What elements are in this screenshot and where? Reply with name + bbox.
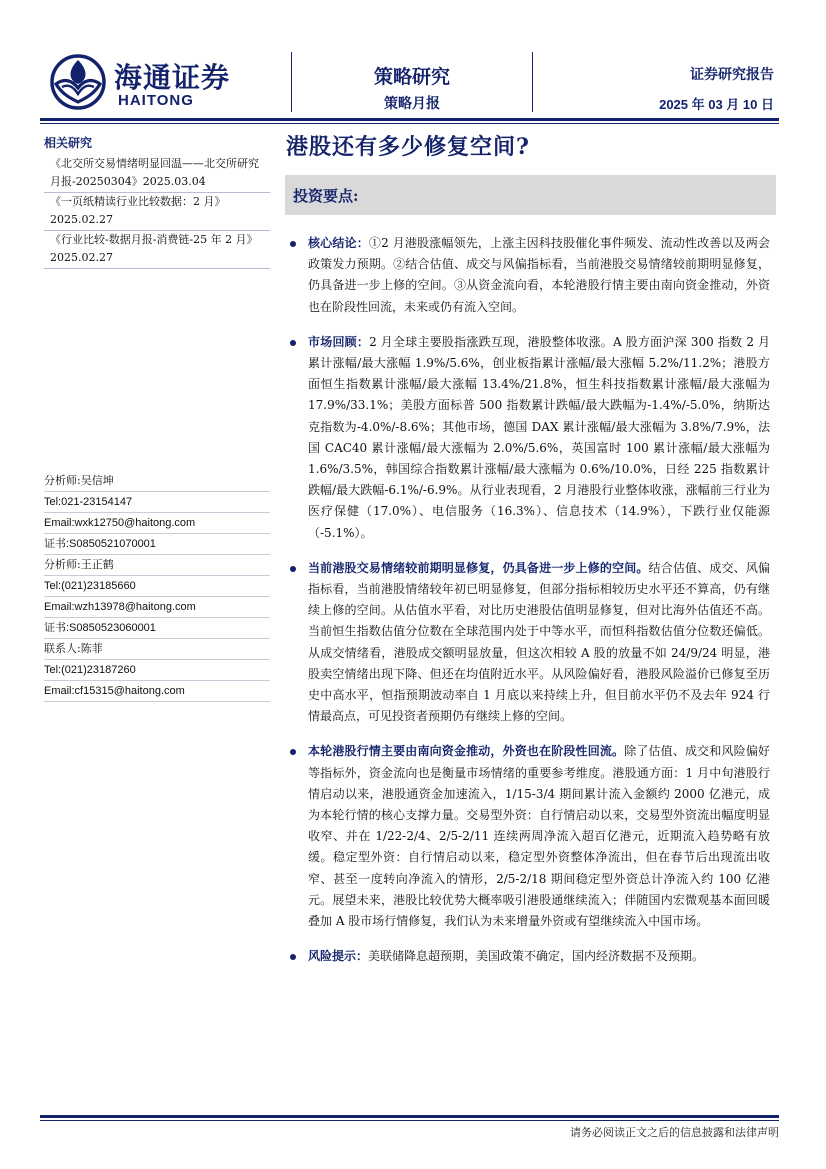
header-divider (532, 52, 533, 112)
header-rule-thin (40, 123, 779, 124)
key-point-lead: 市场回顾： (308, 334, 370, 349)
key-point-lead: 当前港股交易情绪较前期明显修复，仍具备进一步上修的空间。 (308, 560, 649, 575)
analyst-name: 分析师:吴信坤 (44, 471, 270, 492)
header-rule (40, 118, 779, 121)
haitong-logo (50, 54, 250, 110)
related-report-link[interactable]: 《行业比较-数据月报-消费链-25 年 2 月》2025.02.27 (44, 231, 270, 269)
footer-rule (40, 1115, 779, 1118)
haitong-emblem-icon (50, 54, 106, 110)
analyst-contacts (44, 471, 270, 702)
related-research (44, 134, 270, 269)
related-report-link[interactable]: 《北交所交易情绪明显回温——北交所研究月报-20250304》2025.03.04 (44, 155, 270, 193)
key-point-text: 除了估值、成交和风险偏好等指标外，资金流向也是衡量市场情绪的重要参考维度。港股通方面：1 月中旬港股行情启动以来，港股通资金加速流入，1/15-3/4 期间累计流入金额约 2000 亿港元，成为本轮行情的核心支撑力量。交易型外资：自行情启动以来，交易型外资流出幅度明显收窄、并在 1/22-2/4、2/5-2/11 连续两周净流入超百亿港元，近期流入趋势略有放缓。稳定型外资：自行情启动以来，稳定型外资整体净流出，但在春节后出现流出收窄、甚至一度转向净流入的情形，2/5-2/18 期间稳定型外资总计净流入约 100 亿港元。展望未来，港股比较优势大概率吸引港股通继续流入；伴随国内宏微观基本面回暖叠加 A 股市场行情修复，我们认为未来增量外资或有望继续流入中国市场。 (308, 744, 770, 929)
key-point-fund-flow (290, 741, 770, 932)
section-title: 投资要点: (293, 187, 359, 205)
contact-email[interactable]: Email:cf15315@haitong.com (44, 681, 270, 702)
key-point-lead: 本轮港股行情主要由南向资金推动，外资也在阶段性回流。 (308, 744, 625, 759)
analyst-certificate: 证书:S0850523060001 (44, 618, 270, 639)
key-point-lead: 核心结论： (308, 236, 369, 250)
related-report-link[interactable]: 《一页纸精读行业比较数据：2 月》2025.02.27 (44, 193, 270, 231)
analyst-name: 分析师:王正鹤 (44, 555, 270, 576)
analyst-phone: Tel:021-23154147 (44, 492, 270, 513)
analyst-email[interactable]: Email:wxk12750@haitong.com (44, 513, 270, 534)
report-date: 2025 年 03 月 10 日 (659, 97, 774, 112)
key-points-list (290, 233, 770, 982)
related-research-title: 相关研究 (44, 136, 93, 150)
key-point-text: 2 月全球主要股指涨跌互现，港股整体收涨。A 股方面沪深 300 指数 2 月累计涨幅/最大涨幅 1.9%/5.6%，创业板指累计涨幅/最大涨幅 5.2%/11.2%；港股方面恒生指数累计涨幅/最大涨幅 13.4%/21.8%，恒生科技指数累计涨幅/最大涨幅为 17.9%/33.1%；美股方面标普 500 指数累计跌幅/最大跌幅为-1.4%/-5.0%，纳斯达克指数为-4.0%/-8.6%；其他市场，德国 DAX 累计涨幅/最大涨幅为 3.8%/7.9%，法国 CAC40 累计涨幅/最大涨幅为 2.0%/5.6%，英国富时 100 累计涨幅/最大涨幅为 1.6%/3.5%，韩国综合指数累计涨幅/最大涨幅为 0.6%/10.0%，日经 225 指数累计跌幅/最大跌幅-6.1%/-6.9%。从行业表现看，2 月港股行业整体收涨，涨幅前三行业为医疗保健（17.0%）、电信服务（16.3%）、信息技术（14.9%），下跌行业仅能源（-5.1%）。 (308, 334, 770, 540)
contact-name: 联系人:陈菲 (44, 639, 270, 660)
footer-disclaimer[interactable]: 请务必阅读正文之后的信息披露和法律声明 (570, 1126, 779, 1139)
report-subcategory: 策略月报 (384, 96, 440, 112)
key-point-market-review (290, 332, 770, 544)
key-point-text: 结合估值、成交、风偏指标看，当前港股情绪较年初已明显修复，但部分指标相较历史水平还不算高，仍有继续上修的空间。从估值水平看，对比历史港股估值明显修复，但对比海外估值还不高。当前恒生指数估值分位数在全球范围内处于中等水平，而恒科指数估值分位数还偏低。从成交情绪看，港股成交额明显放量，但这次相较 A 股的放量不如 24/9/24 明显，港股卖空情绪出现下降、但还在均值附近水平。从风险偏好看，港股风险溢价已修复至历史中高水平，恒指预期波动率自 1 月底以来持续上升，但目前水平仍不及去年 924 行情最高点，可见投资者预期仍有继续上修的空间。 (308, 560, 770, 724)
contact-phone: Tel:(021)23187260 (44, 660, 270, 681)
analyst-email[interactable]: Email:wzh13978@haitong.com (44, 597, 270, 618)
logo-chinese-name: 海通证券 (114, 61, 231, 94)
logo-english-name: HAITONG (118, 92, 194, 109)
report-title: 港股还有多少修复空间? (286, 134, 530, 160)
report-type: 证券研究报告 (690, 67, 774, 83)
key-point-risk (290, 946, 770, 967)
footer-rule-thin (40, 1120, 779, 1121)
analyst-phone: Tel:(021)23185660 (44, 576, 270, 597)
key-point-text: 美联储降息超预期，美国政策不确定，国内经济数据不及预期。 (368, 949, 705, 964)
key-point-sentiment (290, 558, 770, 728)
section-header (285, 175, 776, 215)
key-point-text: ①2 月港股涨幅领先，上涨主因科技股催化事件频发、流动性改善以及两会政策发力预期。②结合估值、成交与风偏指标看，当前港股交易情绪较前期明显修复，仍具备进一步上修的空间。③从资金流向看，本轮港股行情主要由南向资金推动，外资也在阶段性回流，未来或仍有流入空间。 (308, 236, 770, 314)
analyst-certificate: 证书:S0850521070001 (44, 534, 270, 555)
report-category: 策略研究 (373, 66, 450, 88)
key-point-conclusion (290, 233, 770, 318)
key-point-lead: 风险提示： (308, 949, 369, 964)
